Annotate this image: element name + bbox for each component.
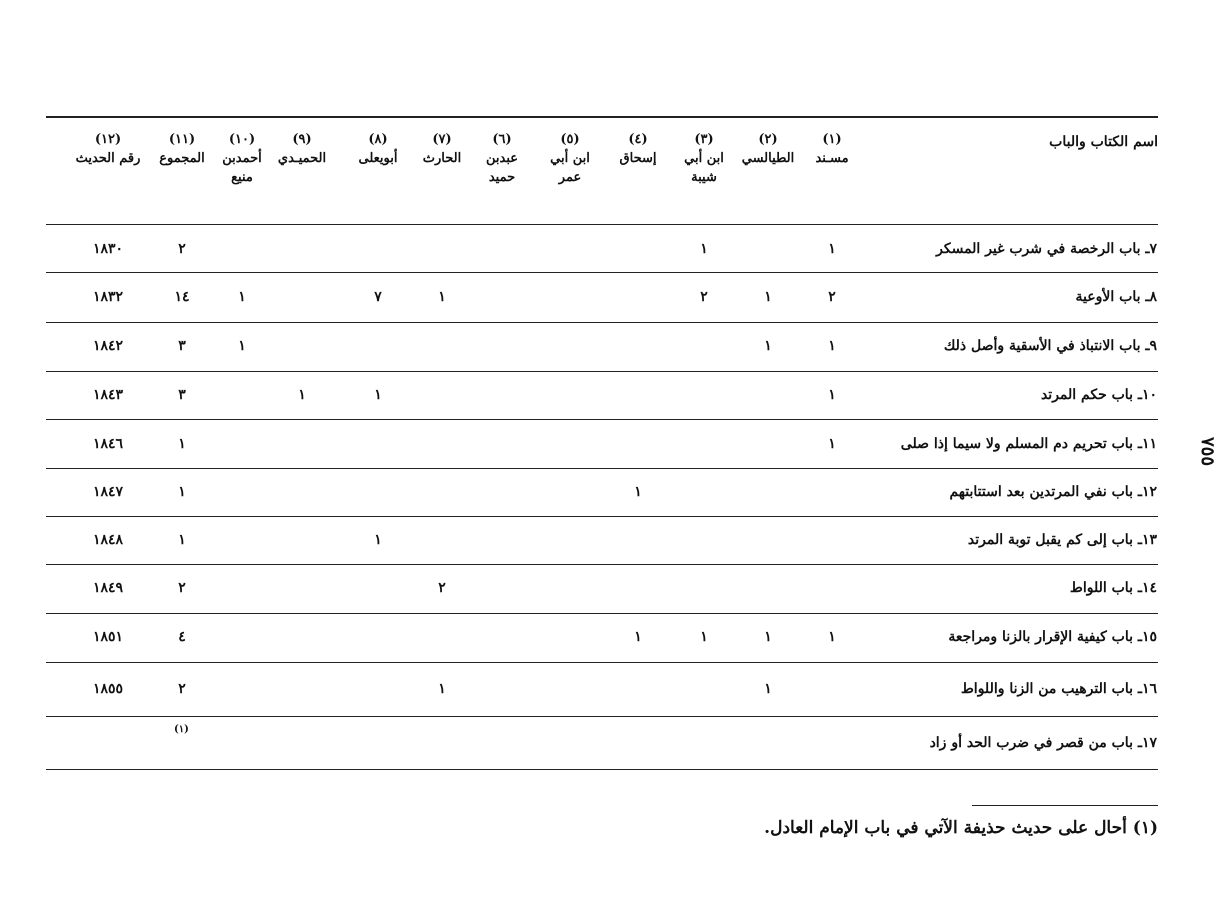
column-header <box>474 130 530 187</box>
table-cell: ١ <box>238 338 246 354</box>
column-label: عبدبن حميد <box>485 151 519 185</box>
row-title: ١٣ـ باب إلى كم يقبل توبة المرتد <box>967 532 1157 548</box>
column-label: ابن أبي عمر <box>550 151 590 185</box>
table-cell: ١٨٤٩ <box>92 580 124 596</box>
row-title: ١١ـ باب تحريم دم المسلم ولا سيما إذا صلى <box>900 436 1157 452</box>
column-number: (٢) <box>758 132 778 147</box>
table-cell: ١ <box>374 387 382 403</box>
table-cell: ١ <box>374 532 382 548</box>
column-number: (١٢) <box>94 132 122 147</box>
row-title: ٨ـ باب الأوعية <box>1075 289 1157 305</box>
row-title: ١٢ـ باب نفي المرتدين بعد استتابتهم <box>949 484 1157 500</box>
footnote-rule <box>972 805 1158 806</box>
column-number: (٦) <box>492 132 512 147</box>
table-top-rule <box>46 116 1158 118</box>
column-header <box>154 130 210 168</box>
row-rule <box>46 716 1158 717</box>
column-header <box>676 130 732 187</box>
table-cell: ١ <box>700 241 708 257</box>
table-cell: ١٨٥١ <box>92 629 124 645</box>
table-cell: ١٤ <box>174 289 190 305</box>
row-rule <box>46 662 1158 663</box>
column-header <box>414 130 470 168</box>
row-title: ١٦ـ باب الترهيب من الزنا واللواط <box>960 681 1157 697</box>
table-bottom-rule <box>46 769 1158 770</box>
table-cell: ١ <box>828 387 836 403</box>
row-rule <box>46 272 1158 273</box>
column-label: أحمدبن منيع <box>222 151 262 185</box>
table-cell: ٣ <box>178 338 186 354</box>
column-label: الطيالسي <box>741 151 795 166</box>
column-header <box>736 130 800 168</box>
row-title: ١٤ـ باب اللواط <box>1069 580 1157 596</box>
table-cell: ١ <box>828 629 836 645</box>
column-number: (١٠) <box>228 132 256 147</box>
table-cell: ١ <box>828 241 836 257</box>
column-number: (٩) <box>292 132 312 147</box>
table-cell: ١ <box>764 289 772 305</box>
table-cell: ٣ <box>178 387 186 403</box>
row-rule <box>46 468 1158 469</box>
table-cell: ١٨٤٨ <box>92 532 124 548</box>
row-title: ١٠ـ باب حكم المرتد <box>1040 387 1157 403</box>
table-cell: ١٨٤٧ <box>92 484 124 500</box>
table-cell: ١٨٤٦ <box>92 436 124 452</box>
column-label: المجموع <box>159 151 205 166</box>
column-label: الحارث <box>422 151 462 166</box>
footnote-marker: (١) <box>174 724 189 735</box>
column-label: مسـند <box>815 151 849 166</box>
row-rule <box>46 419 1158 420</box>
row-rule <box>46 564 1158 565</box>
column-header <box>270 130 334 168</box>
table-cell: ١ <box>828 338 836 354</box>
column-label: إسحاق <box>619 151 657 166</box>
column-number: (٧) <box>432 132 452 147</box>
table-cell: ١٨٥٥ <box>92 681 124 697</box>
table-cell: ٢ <box>828 289 836 305</box>
table-cell: ١ <box>634 629 642 645</box>
table-cell: ١ <box>298 387 306 403</box>
table-cell: ١ <box>178 484 186 500</box>
footnote: (١) أحال على حديث حذيفة الآتي في باب الإمام العادل. <box>764 818 1158 838</box>
table-cell: ٢ <box>178 681 186 697</box>
table-cell: ١ <box>764 681 772 697</box>
row-title: ١٥ـ باب كيفية الإقرار بالزنا ومراجعة <box>948 629 1157 645</box>
column-number: (١) <box>822 132 842 147</box>
column-header <box>544 130 596 187</box>
table-cell: ١ <box>178 532 186 548</box>
table-cell: ٤ <box>178 629 186 645</box>
column-header <box>214 130 270 187</box>
column-number: (٥) <box>560 132 580 147</box>
table-cell: ١٨٣٢ <box>92 289 124 305</box>
row-rule <box>46 371 1158 372</box>
table-cell: ٧ <box>374 289 382 305</box>
column-label: ابن أبي شيبة <box>684 151 724 185</box>
column-header <box>802 130 862 168</box>
row-title: ٧ـ باب الرخصة في شرب غير المسكر <box>936 241 1157 257</box>
column-label: الحميـدي <box>277 151 327 166</box>
table-cell: ١ <box>828 436 836 452</box>
table-cell: ٢ <box>178 241 186 257</box>
row-rule <box>46 516 1158 517</box>
column-header <box>348 130 408 168</box>
table-cell: ١ <box>438 681 446 697</box>
column-number: (٣) <box>694 132 714 147</box>
table-cell: ١ <box>634 484 642 500</box>
table-cell: ٢ <box>178 580 186 596</box>
row-title: ٩ـ باب الانتباذ في الأسقية وأصل ذلك <box>943 338 1157 354</box>
table-cell: ١ <box>178 436 186 452</box>
table-cell: ١ <box>764 338 772 354</box>
column-header <box>608 130 668 168</box>
header-bottom-rule <box>46 224 1158 225</box>
column-number: (٤) <box>628 132 648 147</box>
column-header <box>68 130 148 168</box>
page-number: ٧٥٥ <box>1197 437 1218 467</box>
column-label: أبويعلى <box>358 151 398 166</box>
table-cell: ١ <box>438 289 446 305</box>
table-cell: ١ <box>764 629 772 645</box>
table-cell: ٢ <box>700 289 708 305</box>
column-number: (١١) <box>168 132 196 147</box>
table-cell: ١ <box>238 289 246 305</box>
table-cell: ٢ <box>438 580 446 596</box>
table-cell: ١٨٤٢ <box>92 338 124 354</box>
row-rule <box>46 613 1158 614</box>
title-column-header: اسم الكتاب والباب <box>1049 134 1158 150</box>
row-title: ١٧ـ باب من قصر في ضرب الحد أو زاد <box>929 735 1157 751</box>
table-cell: ١٨٣٠ <box>92 241 124 257</box>
row-rule <box>46 322 1158 323</box>
column-label: رقم الحديث <box>75 151 141 166</box>
table-cell: ١٨٤٣ <box>92 387 124 403</box>
table-cell: ١ <box>700 629 708 645</box>
column-number: (٨) <box>368 132 388 147</box>
